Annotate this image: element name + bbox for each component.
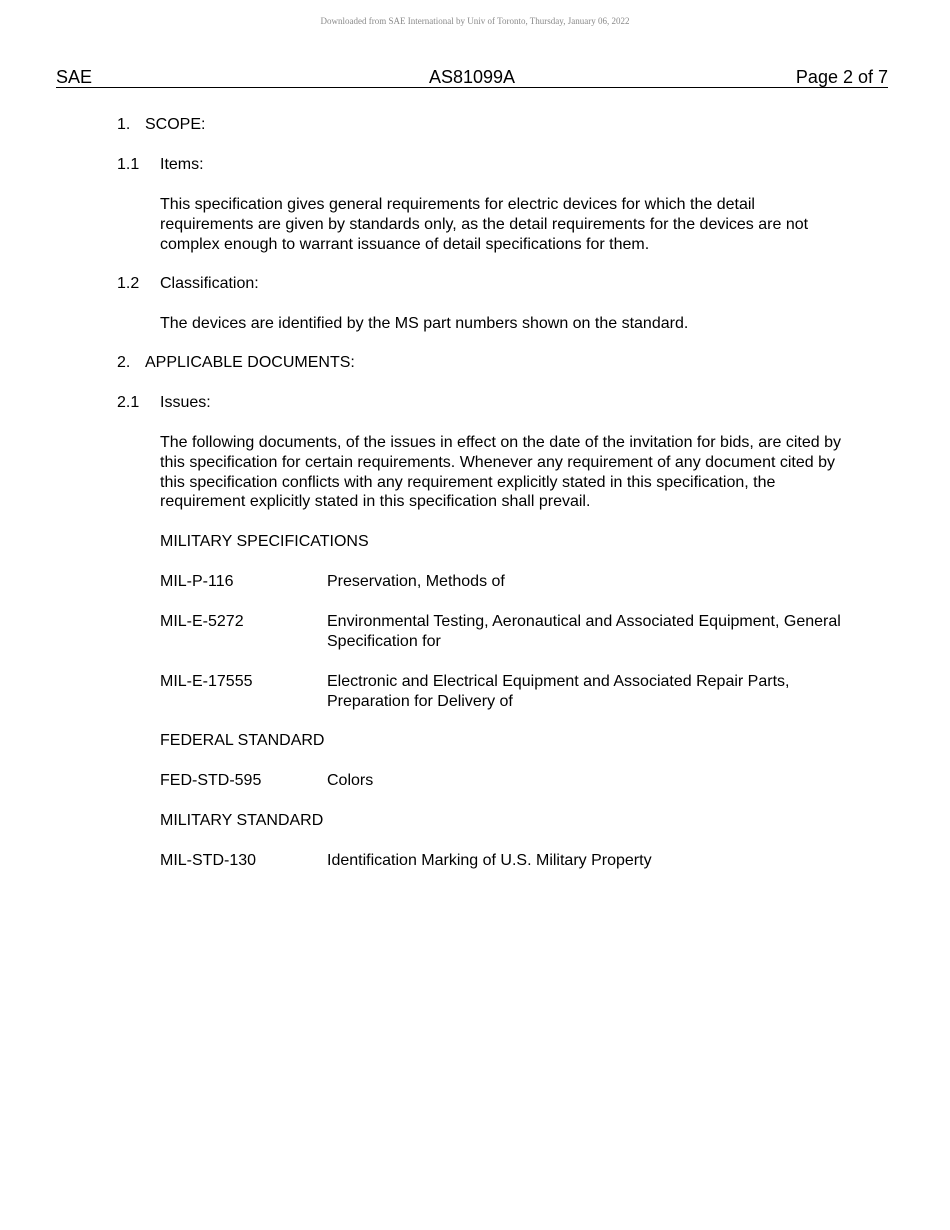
doc-code: FED-STD-595 (160, 772, 262, 789)
federal-standard-heading: FEDERAL STANDARD (160, 732, 325, 749)
section-1-2-heading (117, 274, 259, 294)
military-specifications-heading: MILITARY SPECIFICATIONS (160, 533, 369, 550)
page-header (56, 67, 888, 88)
section-number: 1.1 (117, 156, 140, 173)
doc-code: MIL-E-5272 (160, 613, 244, 630)
doc-description: Electronic and Electrical Equipment and Associated Repair Parts, Preparation for Delivery of (327, 673, 790, 710)
doc-description: Preservation, Methods of (327, 573, 505, 590)
section-2-1-paragraph: The following documents, of the issues in effect on the date of the invitation for bids, are cited by this specification for certain requirements. Whenever any requirement of any document cited by this specification conflicts with any requirement explicitly stated in this specification, the requirement explicitly stated in this specification shall prevail. (160, 434, 841, 511)
doc-description: Identification Marking of U.S. Military Property (327, 852, 652, 869)
section-2-1-heading (117, 393, 211, 413)
section-number: 2. (117, 354, 131, 371)
section-title: Classification: (160, 275, 259, 292)
section-title: Items: (160, 156, 204, 173)
section-title: Issues: (160, 394, 211, 411)
header-page-number: Page 2 of 7 (795, 67, 888, 87)
doc-code: MIL-STD-130 (160, 852, 257, 869)
section-number: 1.2 (117, 275, 140, 292)
section-title: APPLICABLE DOCUMENTS: (145, 354, 355, 371)
section-1-1-paragraph: This specification gives general requirements for electric devices for which the detail requirements are given by standards only, as the detail requirements for the devices are not complex enough to warrant issuance of detail specifications for them. (160, 196, 809, 253)
section-1-1-heading (117, 155, 204, 175)
doc-code: MIL-P-116 (160, 573, 234, 590)
section-number: 1. (117, 116, 131, 133)
doc-description: Colors (327, 772, 374, 789)
section-1-heading (117, 115, 205, 135)
doc-description: Environmental Testing, Aeronautical and Associated Equipment, General Specification for (327, 613, 841, 650)
section-title: SCOPE: (145, 116, 206, 133)
doc-code: MIL-E-17555 (160, 673, 253, 690)
header-doc-number: AS81099A (428, 67, 516, 87)
header-org: SAE (56, 67, 93, 87)
section-1-2-paragraph: The devices are identified by the MS part numbers shown on the standard. (160, 315, 689, 332)
section-2-heading (117, 353, 355, 373)
military-standard-heading: MILITARY STANDARD (160, 812, 324, 829)
download-watermark: Downloaded from SAE International by Univ of Toronto, Thursday, January 06, 2022 (320, 16, 630, 26)
section-number: 2.1 (117, 394, 140, 411)
